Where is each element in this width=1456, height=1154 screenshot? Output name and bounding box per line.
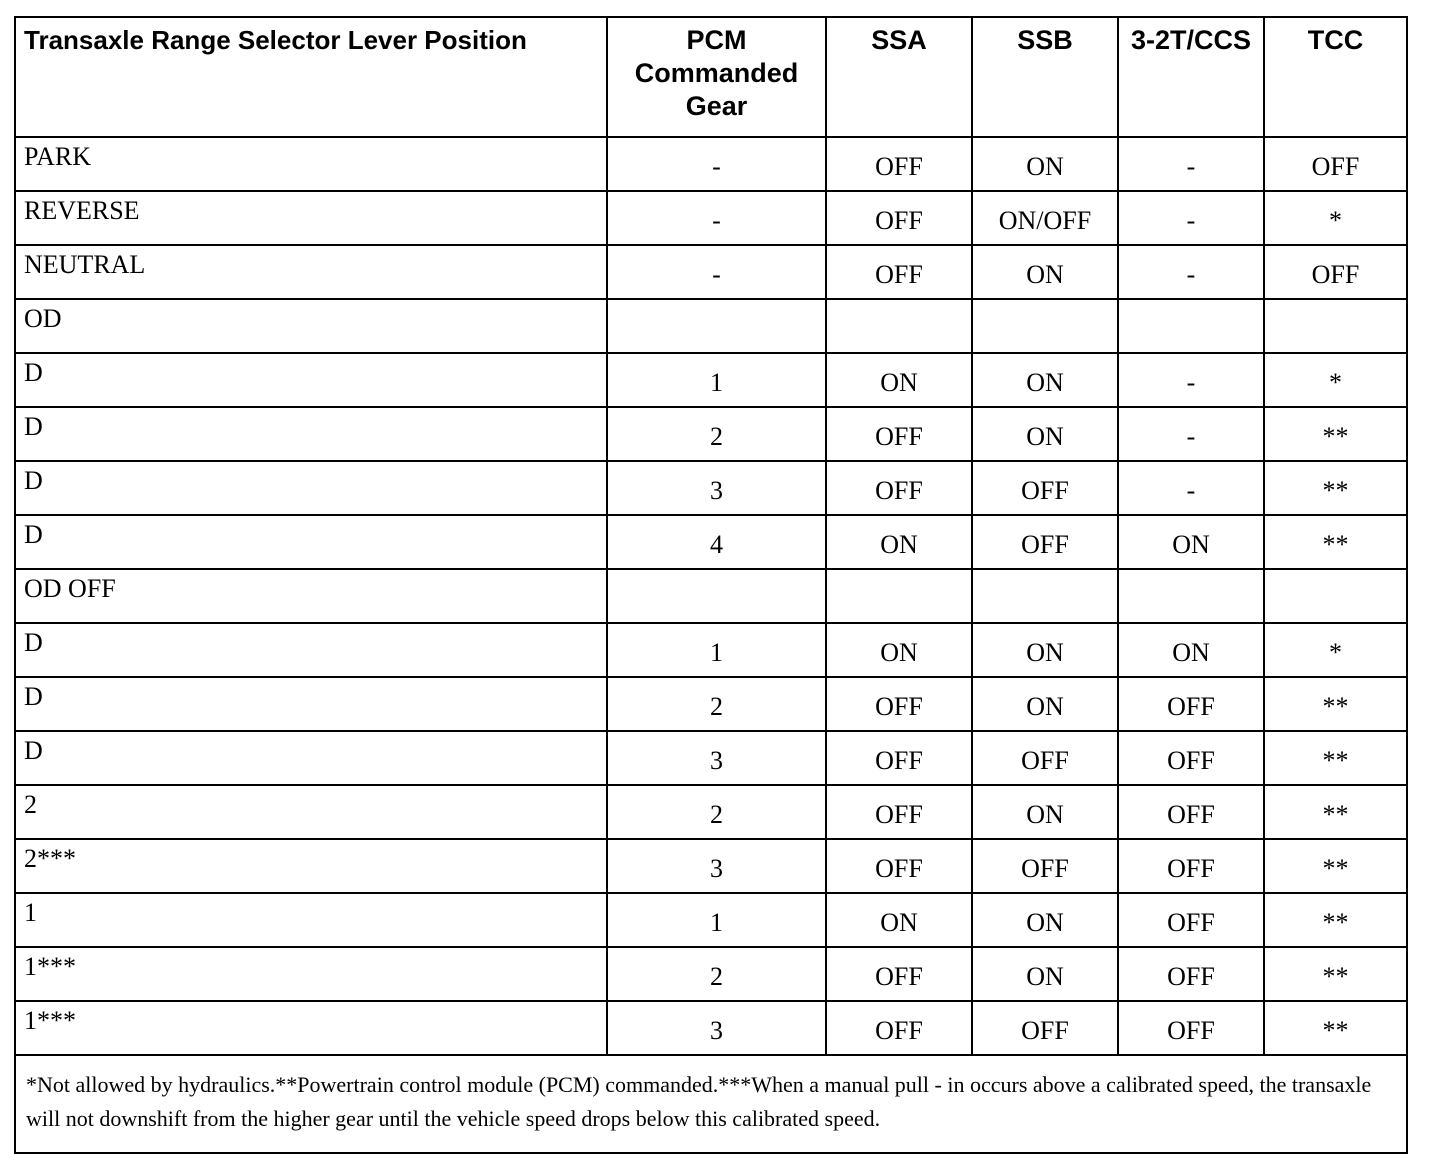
cell-ssb: ON	[972, 893, 1118, 947]
cell-position: PARK	[16, 137, 607, 191]
cell-position: 1***	[16, 947, 607, 1001]
cell-ssa: OFF	[826, 137, 972, 191]
cell-ssb: ON	[972, 785, 1118, 839]
cell-pcm-gear: 2	[607, 785, 826, 839]
cell-ccs: -	[1118, 137, 1264, 191]
header-ccs: 3-2T/CCS	[1118, 18, 1264, 137]
cell-pcm-gear: 2	[607, 677, 826, 731]
cell-ssb: OFF	[972, 1001, 1118, 1055]
cell-tcc	[1264, 569, 1406, 623]
cell-ccs: OFF	[1118, 893, 1264, 947]
cell-position: D	[16, 461, 607, 515]
solenoid-application-chart	[14, 16, 1408, 1154]
header-pcm-line3: Gear	[685, 91, 748, 121]
cell-ssa	[826, 299, 972, 353]
table-row	[16, 299, 1406, 353]
cell-position: 1	[16, 893, 607, 947]
cell-ccs: OFF	[1118, 731, 1264, 785]
cell-tcc: *	[1264, 191, 1406, 245]
table-row	[16, 245, 1406, 299]
cell-position: 2***	[16, 839, 607, 893]
solenoid-table	[16, 18, 1406, 1056]
cell-ccs: OFF	[1118, 1001, 1264, 1055]
table-row	[16, 191, 1406, 245]
cell-ssb: ON	[972, 137, 1118, 191]
cell-pcm-gear: 3	[607, 731, 826, 785]
cell-ssb: ON	[972, 353, 1118, 407]
header-ssa: SSA	[826, 18, 972, 137]
cell-ssb: ON	[972, 245, 1118, 299]
cell-ssa: OFF	[826, 677, 972, 731]
cell-tcc: *	[1264, 623, 1406, 677]
cell-pcm-gear: 1	[607, 623, 826, 677]
cell-ssa: ON	[826, 515, 972, 569]
cell-tcc: **	[1264, 407, 1406, 461]
cell-pcm-gear: 3	[607, 461, 826, 515]
cell-ccs	[1118, 299, 1264, 353]
cell-tcc: **	[1264, 785, 1406, 839]
cell-ccs: -	[1118, 245, 1264, 299]
table-row	[16, 947, 1406, 1001]
table-row	[16, 623, 1406, 677]
cell-ssb	[972, 569, 1118, 623]
cell-tcc: **	[1264, 947, 1406, 1001]
table-row	[16, 137, 1406, 191]
cell-ssa: OFF	[826, 461, 972, 515]
cell-ccs: ON	[1118, 623, 1264, 677]
cell-ssa: OFF	[826, 1001, 972, 1055]
cell-position: D	[16, 677, 607, 731]
cell-ssb: ON/OFF	[972, 191, 1118, 245]
cell-pcm-gear	[607, 299, 826, 353]
cell-tcc: **	[1264, 731, 1406, 785]
cell-ccs	[1118, 569, 1264, 623]
cell-position: 2	[16, 785, 607, 839]
cell-ssa: OFF	[826, 947, 972, 1001]
cell-tcc: **	[1264, 839, 1406, 893]
cell-ssa: OFF	[826, 191, 972, 245]
cell-ssa: ON	[826, 353, 972, 407]
cell-ssa	[826, 569, 972, 623]
cell-ssb: OFF	[972, 839, 1118, 893]
header-pcm-line2: Commanded	[634, 58, 799, 88]
cell-pcm-gear: 1	[607, 893, 826, 947]
cell-ccs: ON	[1118, 515, 1264, 569]
cell-position: D	[16, 731, 607, 785]
cell-position: 1***	[16, 1001, 607, 1055]
cell-pcm-gear: 2	[607, 407, 826, 461]
table-row	[16, 461, 1406, 515]
table-body	[16, 137, 1406, 1055]
table-row	[16, 785, 1406, 839]
cell-pcm-gear: 3	[607, 839, 826, 893]
table-row	[16, 353, 1406, 407]
cell-ccs: OFF	[1118, 947, 1264, 1001]
header-tcc: TCC	[1264, 18, 1406, 137]
cell-pcm-gear: 4	[607, 515, 826, 569]
cell-ccs: -	[1118, 191, 1264, 245]
cell-position: D	[16, 515, 607, 569]
cell-position: OD	[16, 299, 607, 353]
cell-pcm-gear: -	[607, 245, 826, 299]
cell-tcc: **	[1264, 461, 1406, 515]
cell-pcm-gear	[607, 569, 826, 623]
cell-ccs: -	[1118, 407, 1264, 461]
header-pcm-commanded-gear	[607, 18, 826, 137]
header-position: Transaxle Range Selector Lever Position	[16, 18, 607, 137]
table-row	[16, 569, 1406, 623]
cell-pcm-gear: -	[607, 137, 826, 191]
cell-ssb	[972, 299, 1118, 353]
cell-ssa: OFF	[826, 731, 972, 785]
cell-tcc: *	[1264, 353, 1406, 407]
cell-ccs: OFF	[1118, 839, 1264, 893]
cell-ssb: OFF	[972, 461, 1118, 515]
cell-ccs: -	[1118, 461, 1264, 515]
cell-position: OD OFF	[16, 569, 607, 623]
cell-pcm-gear: -	[607, 191, 826, 245]
header-row	[16, 18, 1406, 137]
table-row	[16, 731, 1406, 785]
cell-tcc	[1264, 299, 1406, 353]
cell-ssb: ON	[972, 947, 1118, 1001]
table-row	[16, 839, 1406, 893]
cell-position: D	[16, 353, 607, 407]
cell-pcm-gear: 3	[607, 1001, 826, 1055]
cell-ssb: OFF	[972, 515, 1118, 569]
cell-ssa: OFF	[826, 839, 972, 893]
table-row	[16, 1001, 1406, 1055]
table-row	[16, 677, 1406, 731]
cell-ssa: ON	[826, 623, 972, 677]
cell-tcc: OFF	[1264, 137, 1406, 191]
cell-ssb: ON	[972, 677, 1118, 731]
table-row	[16, 893, 1406, 947]
cell-ssb: OFF	[972, 731, 1118, 785]
cell-position: NEUTRAL	[16, 245, 607, 299]
header-ssb: SSB	[972, 18, 1118, 137]
cell-tcc: OFF	[1264, 245, 1406, 299]
cell-position: D	[16, 623, 607, 677]
cell-pcm-gear: 1	[607, 353, 826, 407]
cell-tcc: **	[1264, 1001, 1406, 1055]
cell-pcm-gear: 2	[607, 947, 826, 1001]
footnote: *Not allowed by hydraulics.**Powertrain control module (PCM) commanded.***When a manual pull - in occurs above a calibrated speed, the transaxle will not downshift from the higher gear until the vehicle speed drops below this calibrated speed.	[26, 1072, 1372, 1131]
cell-ccs: OFF	[1118, 785, 1264, 839]
table-row	[16, 515, 1406, 569]
cell-tcc: **	[1264, 677, 1406, 731]
cell-ssa: OFF	[826, 245, 972, 299]
cell-tcc: **	[1264, 515, 1406, 569]
cell-ssa: OFF	[826, 407, 972, 461]
header-pcm-line1: PCM	[686, 25, 747, 55]
cell-ssa: OFF	[826, 785, 972, 839]
cell-ssb: ON	[972, 623, 1118, 677]
cell-position: D	[16, 407, 607, 461]
cell-ssa: ON	[826, 893, 972, 947]
cell-ccs: OFF	[1118, 677, 1264, 731]
cell-ccs: -	[1118, 353, 1264, 407]
table-header	[16, 18, 1406, 137]
cell-tcc: **	[1264, 893, 1406, 947]
cell-ssb: ON	[972, 407, 1118, 461]
cell-position: REVERSE	[16, 191, 607, 245]
table-row	[16, 407, 1406, 461]
